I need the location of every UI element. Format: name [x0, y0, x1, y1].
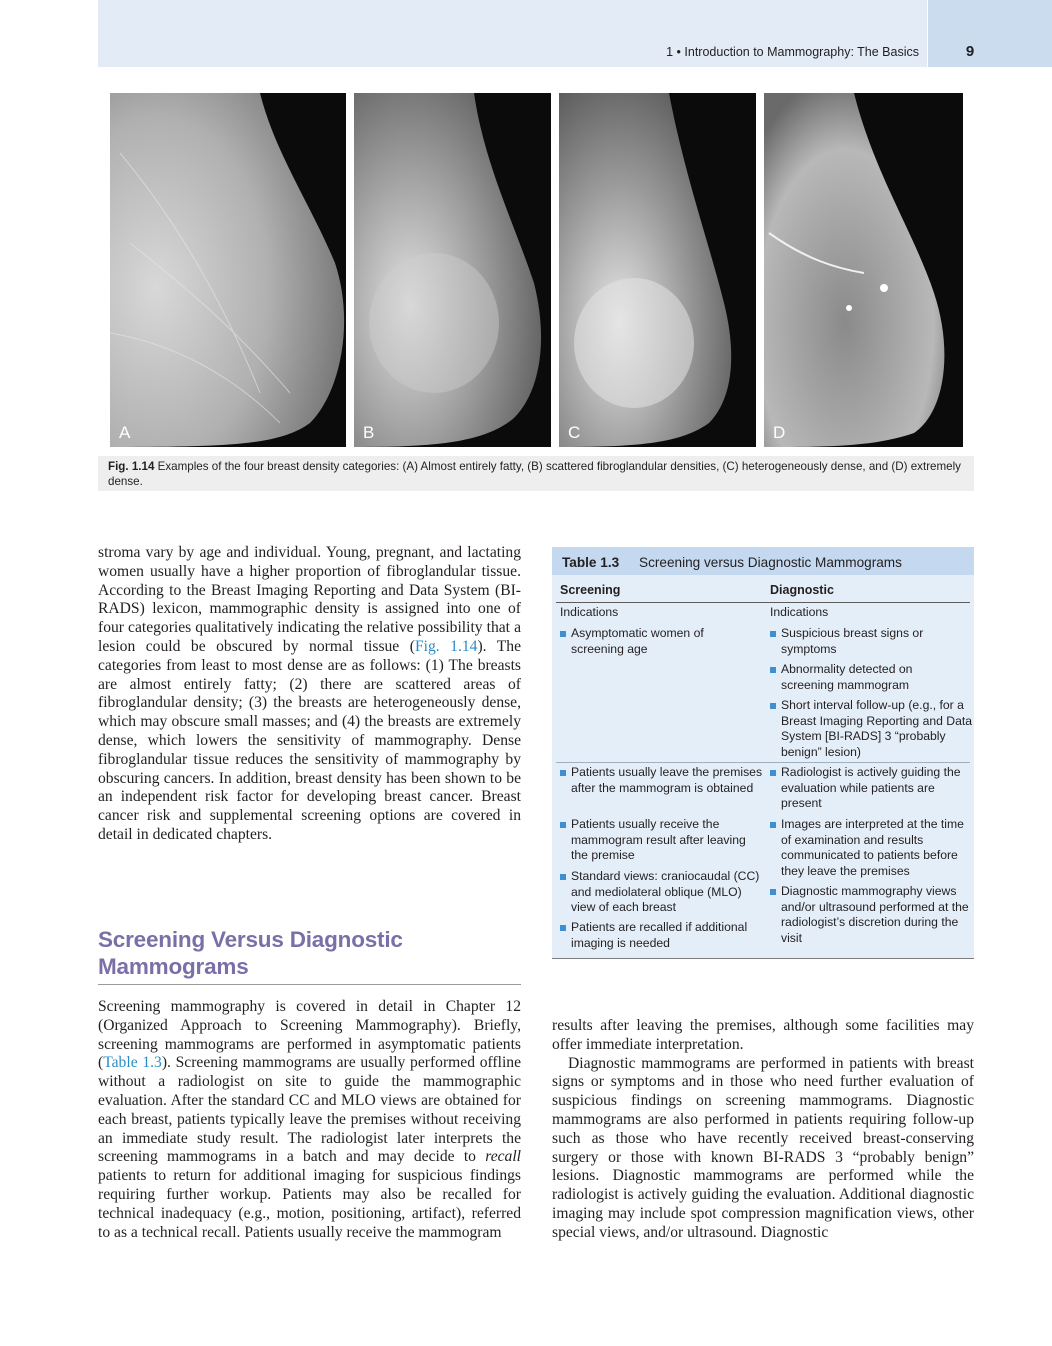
mammogram-b-image [354, 93, 551, 447]
screening-process-item: Patients usually receive the mammogram result after leaving the premise [560, 817, 763, 864]
p2-text-a: Screening mammography is covered in detail in Chapter 12 (Organized Approach to Screening Mammography). Briefly, screening mammograms are performed in asymptomatic patients ( [98, 998, 521, 1072]
figure-caption [98, 456, 974, 491]
table-title: Screening versus Diagnostic Mammograms [639, 555, 902, 570]
right-column [552, 1017, 974, 1243]
panel-label-d: D [773, 423, 786, 442]
panel-label-c: C [568, 423, 581, 442]
screening-process-item: Standard views: craniocaudal (CC) and mediolateral oblique (MLO) view of each breast [560, 869, 763, 916]
diagnostic-process-item: Radiologist is actively guiding the evaluation while patients are present [770, 765, 973, 812]
mammogram-panel-a [110, 93, 346, 447]
heading-line-1: Screening Versus Diagnostic [98, 927, 403, 952]
caption-text: Examples of the four breast density categories: (A) Almost entirely fatty, (B) scattered fibroglandular densities, (C) heterogeneously dense, and (D) extremely dense. [108, 460, 961, 488]
caption-label: Fig. 1.14 [108, 460, 155, 473]
screening-process-item: Patients usually leave the premises after the mammogram is obtained [560, 765, 763, 796]
col-header-screening: Screening [560, 583, 621, 597]
diagnostic-process-item: Diagnostic mammography views and/or ultrasound performed at the radiologist’s discretion during the visit [770, 884, 973, 946]
right-paragraph-1: results after leaving the premises, although some facilities may offer immediate interpretation. [552, 1017, 974, 1053]
running-header [98, 0, 927, 67]
diagnostic-subheader: Indications [770, 605, 829, 619]
mammogram-panel-d [764, 93, 963, 447]
mammogram-panel-b [354, 93, 551, 447]
p2-text-b: ). Screening mammograms are usually performed offline without a radiologist on site to guide the mammographic evaluation. After the standard CC and MLO views are obtained for each breast, patients typically leave the premises without receiving an immediate study result. The radiologist later interprets the screening mammograms in a batch and may decide to [98, 1054, 521, 1166]
mammogram-panel-c [559, 93, 756, 447]
screening-subheader: Indications [560, 605, 619, 619]
header-rule [556, 602, 970, 603]
heading-line-2: Mammograms [98, 954, 249, 979]
table-label: Table 1.3 [562, 555, 620, 570]
screening-indication-item: Asymptomatic women of screening age [560, 626, 741, 657]
table-title-bar [552, 547, 974, 575]
p2-text-c: patients to return for additional imaging for suspicious findings requiring further workup. Patients may also be recalled for technical inadequacy (e.g., motion, positioning, artifact), referred to as a technical recall. Patients usually receive the mammogram [98, 1167, 521, 1241]
page-number: 9 [965, 43, 975, 60]
heading-divider [98, 984, 521, 985]
diagnostic-indication-item: Short interval follow-up (e.g., for a Breast Imaging Reporting and Data System [BI-RADS] 3 “probably benign” lesion) [770, 698, 973, 760]
section-heading [98, 926, 521, 980]
right-paragraph-2: Diagnostic mammograms are performed in patients with breast signs or symptoms and in those who need further evaluation of suspicious findings on screening mammograms. Diagnostic mammograms are also performed in patients requiring follow-up such as those who have recently received breast-conserving surgery or those with known BI-RADS 3 “probably benign” lesions. Diagnostic mammograms are performed while the radiologist is actively guiding the evaluation. Additional diagnostic imaging may include spot compression magnification views, other special views, and/or ultrasound. Diagnostic [552, 1054, 974, 1241]
mammogram-a-image [110, 93, 346, 447]
mammogram-c-image [559, 93, 756, 447]
table-reference-link[interactable]: Table 1.3 [103, 1054, 162, 1072]
diagnostic-process-item: Images are interpreted at the time of examination and results communicated to patients before they leave the premises [770, 817, 973, 879]
col-header-diagnostic: Diagnostic [770, 583, 834, 597]
p1-text-b: ). The categories from least to most dense are as follows: (1) The breasts are almost entirely fatty; (2) there are scattered areas of fibroglandular density; (3) the breasts are heterogeneously dense, which may obscure small masses; and (4) the breasts are extremely dense, which lowers the sensitivity of mammography. Dense fibroglandular tissue reduces the sensitivity of mammography by obscuring cancers. In addition, breast density has been shown to be an independent risk factor for developing breast cancer. Breast cancer risk and supplemental screening options are covered in detail in dedicated chapters. [98, 637, 521, 843]
screening-process-item: Patients are recalled if additional imaging is needed [560, 920, 763, 951]
p1-text-a: stroma vary by age and individual. Young, pregnant, and lactating women usually have a higher proportion of fibroglandular tissue. According to the Breast Imaging Reporting and Data System (BI-RADS) lexicon, mammographic density is assigned into one of four categories qualitatively indicating the relative possibility that a lesion could be obscured by normal tissue ( [98, 544, 521, 655]
comparison-table [552, 547, 974, 959]
panel-label-a: A [119, 423, 131, 442]
p2-emphasis: recall [485, 1148, 521, 1166]
left-paragraph-1 [98, 544, 521, 845]
panel-label-b: B [363, 423, 375, 442]
page-number-box [928, 0, 1052, 67]
diagnostic-indication-item: Suspicious breast signs or symptoms [770, 626, 966, 657]
mammogram-d-image [764, 93, 963, 447]
running-title: 1 • Introduction to Mammography: The Basics [666, 45, 919, 59]
diagnostic-indication-item: Abnormality detected on screening mammogram [770, 662, 966, 693]
left-paragraph-2 [98, 998, 521, 1242]
fig-reference-link[interactable]: Fig. 1.14 [414, 637, 478, 655]
section-rule [556, 762, 970, 763]
